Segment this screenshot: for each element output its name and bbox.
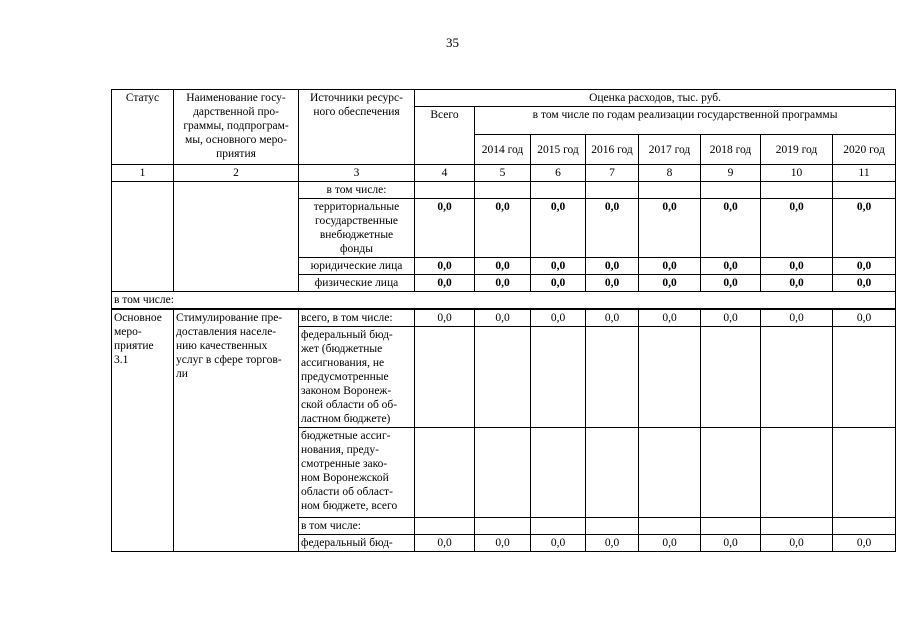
source-label: бюджетные ассиг- нования, преду- смотренные зако- ном Воронежской области об област- ном бюджете, всего — [299, 428, 415, 518]
value-cell: 0,0 — [701, 309, 761, 327]
value-cell: 0,0 — [531, 258, 586, 275]
value-cell: 0,0 — [415, 535, 475, 552]
value-cell: 0,0 — [701, 199, 761, 258]
source-incl-label: в том числе: — [299, 518, 415, 535]
measure-name: Стимулирование пре- доставления населе- нию качественных услуг в сфере торгов- ли — [174, 309, 299, 552]
header-estimate: Оценка расходов, тыс. руб. — [415, 90, 896, 107]
value-cell: 0,0 — [415, 309, 475, 327]
value-cell: 0,0 — [415, 199, 475, 258]
value-cell: 0,0 — [531, 309, 586, 327]
value-cell: 0,0 — [761, 199, 833, 258]
header-year: 2016 год — [586, 135, 639, 165]
name-cell-empty — [174, 182, 299, 292]
header-sources: Источники ресурс- ного обеспечения — [299, 90, 415, 165]
value-cell: 0,0 — [761, 258, 833, 275]
value-cell: 0,0 — [531, 199, 586, 258]
source-label: юридические лица — [299, 258, 415, 275]
section-label: в том числе: — [112, 292, 896, 310]
header-year: 2015 год — [531, 135, 586, 165]
value-cell: 0,0 — [833, 309, 896, 327]
value-cell: 0,0 — [833, 275, 896, 292]
col-number: 9 — [701, 165, 761, 182]
value-cell: 0,0 — [475, 275, 531, 292]
source-label: физические лица — [299, 275, 415, 292]
header-year: 2018 год — [701, 135, 761, 165]
expense-estimate-table — [111, 89, 896, 552]
col-number: 2 — [174, 165, 299, 182]
header-year: 2017 год — [639, 135, 701, 165]
col-number: 8 — [639, 165, 701, 182]
value-cell: 0,0 — [639, 309, 701, 327]
value-cell: 0,0 — [833, 199, 896, 258]
value-cell: 0,0 — [586, 258, 639, 275]
col-number: 7 — [586, 165, 639, 182]
header-year: 2014 год — [475, 135, 531, 165]
value-cell: 0,0 — [639, 535, 701, 552]
header-total: Всего — [415, 107, 475, 165]
value-cell: 0,0 — [833, 258, 896, 275]
value-cell: 0,0 — [531, 275, 586, 292]
col-number: 10 — [761, 165, 833, 182]
header-year: 2019 год — [761, 135, 833, 165]
source-label: всего, в том числе: — [299, 309, 415, 327]
value-cell: 0,0 — [833, 535, 896, 552]
source-label: территориальные государственные внебюджетные фонды — [299, 199, 415, 258]
value-cell: 0,0 — [475, 258, 531, 275]
source-label: федеральный бюд- — [299, 535, 415, 552]
measure-status: Основное меро- приятие 3.1 — [112, 309, 174, 552]
value-cell: 0,0 — [761, 535, 833, 552]
header-program-name: Наименование госу- дарственной про- граммы, подпрограм- мы, основного меро- приятия — [174, 90, 299, 165]
value-cell: 0,0 — [415, 275, 475, 292]
col-number: 4 — [415, 165, 475, 182]
value-cell: 0,0 — [475, 535, 531, 552]
source-label: федеральный бюд- жет (бюджетные ассигнования, не предусмотренные законом Воронеж- ской области об об- ластном бюджете) — [299, 327, 415, 428]
status-cell-empty — [112, 182, 174, 292]
value-cell: 0,0 — [531, 535, 586, 552]
header-by-years: в том числе по годам реализации государственной программы — [475, 107, 896, 135]
col-number: 11 — [833, 165, 896, 182]
value-cell: 0,0 — [701, 535, 761, 552]
col-number: 1 — [112, 165, 174, 182]
col-number: 5 — [475, 165, 531, 182]
value-cell: 0,0 — [761, 309, 833, 327]
value-cell: 0,0 — [639, 258, 701, 275]
col-number: 6 — [531, 165, 586, 182]
value-cell: 0,0 — [586, 535, 639, 552]
value-cell: 0,0 — [586, 199, 639, 258]
value-cell: 0,0 — [586, 275, 639, 292]
header-year: 2020 год — [833, 135, 896, 165]
value-cell: 0,0 — [415, 258, 475, 275]
value-cell: 0,0 — [761, 275, 833, 292]
value-cell: 0,0 — [639, 275, 701, 292]
value-cell: 0,0 — [701, 275, 761, 292]
header-status: Статус — [112, 90, 174, 165]
value-cell: 0,0 — [639, 199, 701, 258]
col-number: 3 — [299, 165, 415, 182]
value-cell: 0,0 — [475, 309, 531, 327]
value-cell: 0,0 — [701, 258, 761, 275]
page-number: 35 — [446, 35, 459, 50]
value-cell: 0,0 — [586, 309, 639, 327]
sources-incl-label: в том числе: — [299, 182, 415, 199]
value-cell: 0,0 — [475, 199, 531, 258]
